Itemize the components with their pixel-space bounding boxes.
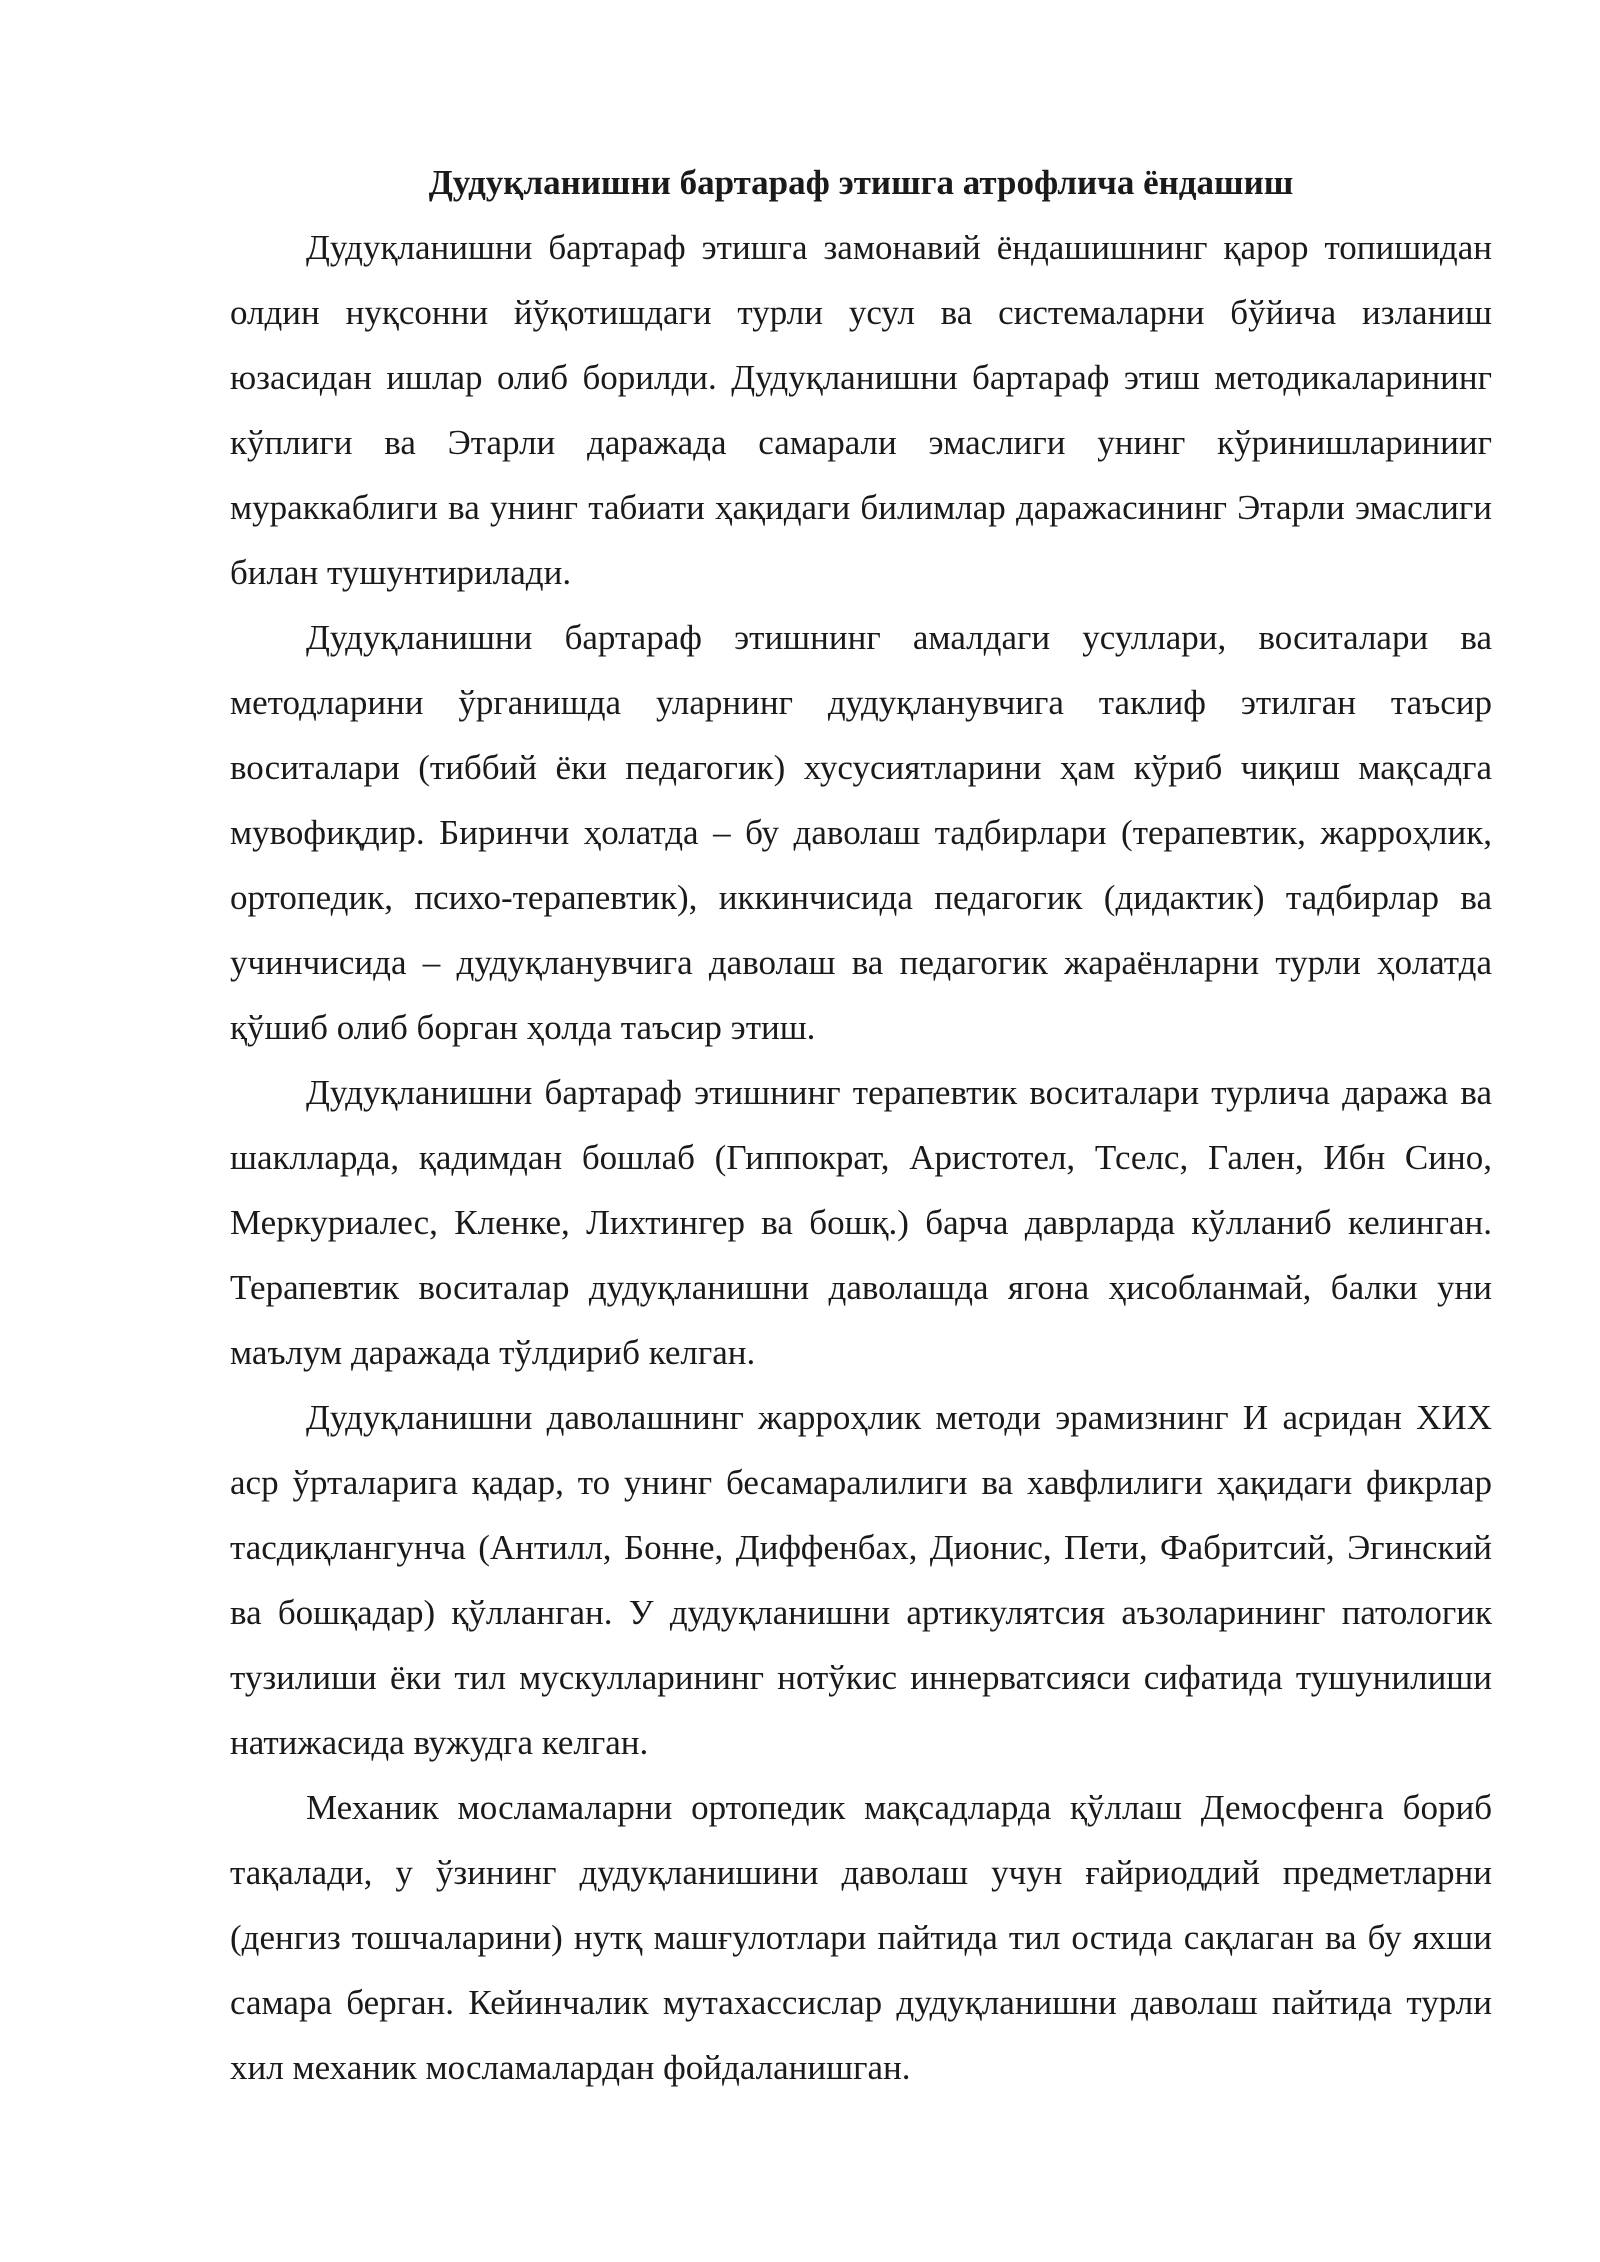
paragraph-4: Дудуқланишни даволашнинг жарроҳлик методи эрамизнинг И асридан ХИХ аср ўрталарига қадар, то унинг бесамаралилиги ва хавфлилиги ҳақидаги фикрлар тасдиқлангунча (Антилл, Бонне, Диффенбах, Дионис, Пети, Фабритсий, Эгинский ва бошқадар) қўлланган. У дудуқланишни артикулятсия аъзоларининг патологик тузилиши ёки тил мускулларининг нотўкис иннерватсияси сифатида тушунилиши натижасида вужудга келган. xyxy=(230,1398,1492,1762)
document-title: Дудуқланишни бартараф этишга атрофлича ёндашиш xyxy=(428,163,1294,202)
paragraph-3: Дудуқланишни бартараф этишнинг терапевтик воситалари турлича даража ва шаклларда, қадимдан бошлаб (Гиппократ, Аристотел, Тселс, Гален, Ибн Сино, Меркуриалес, Кленке, Лихтингер ва бошқ.) барча даврларда кўлланиб келинган. Терапевтик воситалар дудуқланишни даволашда ягона ҳисобланмай, балки уни маълум даражада тўлдириб келган. xyxy=(230,1073,1492,1372)
paragraph-1: Дудуқланишни бартараф этишга замонавий ёндашишнинг қарор топишидан олдин нуқсонни йўқотишдаги турли усул ва системаларни бўйича изланиш юзасидан ишлар олиб борилди. Дудуқланишни бартараф этиш методикаларининг кўплиги ва Этарли даражада самарали эмаслиги унинг кўринишларинииг мураккаблиги ва унинг табиати ҳақидаги билимлар даражасининг Этарли эмаслиги билан тушунтирилади. xyxy=(230,228,1492,592)
paragraph-5: Механик мосламаларни ортопедик мақсадларда қўллаш Демосфенга бориб тақалади, у ўзининг дудуқланишини даволаш учун ғайриоддий предметларни (денгиз тошчаларини) нутқ машғулотлари пайтида тил остида сақлаган ва бу яхши самара берган. Кейинчалик мутахассислар дудуқланишни даволаш пайтида турли хил механик мосламалардан фойдаланишган. xyxy=(230,1788,1492,2087)
paragraph-2: Дудуқланишни бартараф этишнинг амалдаги усуллари, воситалари ва методларини ўрганишда уларнинг дудуқланувчига таклиф этилган таъсир воситалари (тиббий ёки педагогик) хусусиятларини ҳам кўриб чиқиш мақсадга мувофиқдир. Биринчи ҳолатда – бу даволаш тадбирлари (терапевтик, жарроҳлик, ортопедик, психо-терапевтик), иккинчисида педагогик (дидактик) тадбирлар ва учинчисида – дудуқланувчига даволаш ва педагогик жараёнларни турли ҳолатда қўшиб олиб борган ҳолда таъсир этиш. xyxy=(230,618,1492,1047)
document-page xyxy=(230,150,1492,2100)
